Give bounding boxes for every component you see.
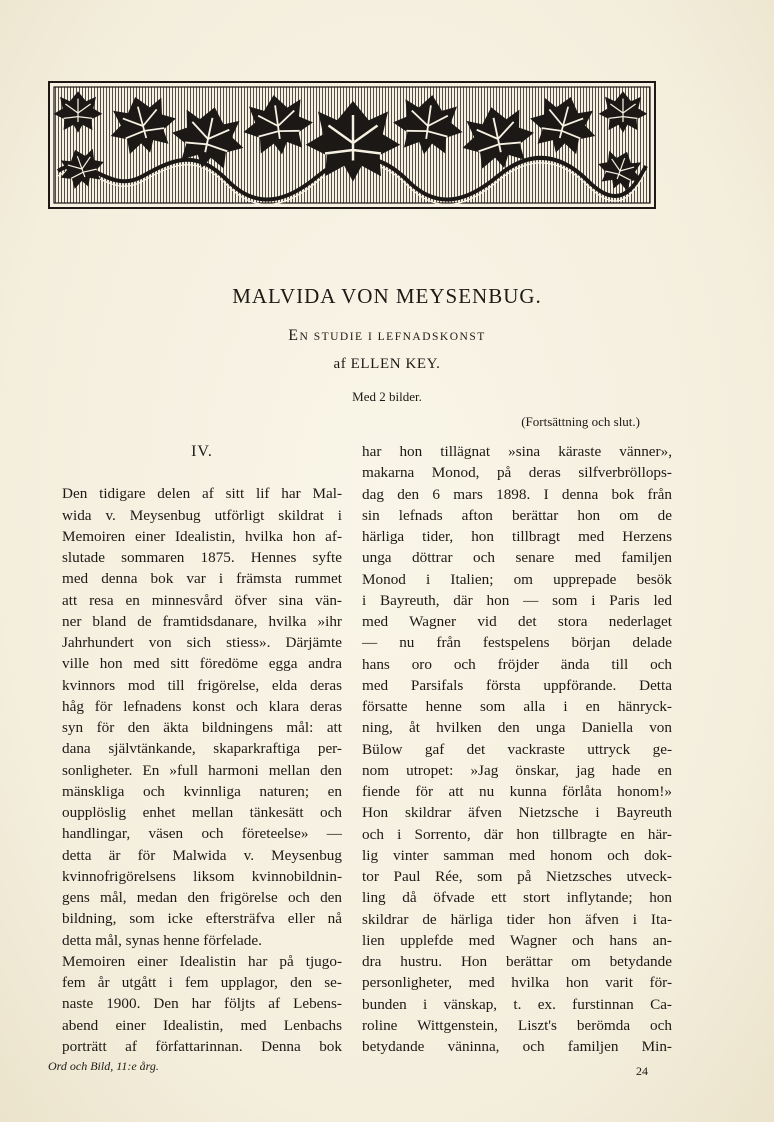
right-column-line: försatte henne som alla i en hänryck- (362, 698, 672, 715)
right-column-text (362, 441, 672, 1057)
right-column-line: skildrar de härliga tider hon äfven i Ita- (362, 910, 672, 928)
left-column-line: abend einer Idealistin, med Lenbachs (62, 1016, 342, 1034)
left-column (62, 441, 342, 1057)
right-column-line: roline Wittgenstein, Liszt's berömda och (362, 1016, 672, 1034)
left-column-line: porträtt af författarinnan. Denna bok (62, 1037, 342, 1055)
continued-note: (Fortsättning och slut.) (521, 414, 640, 429)
right-column-line: nom utropet: »Jag önskar, jag hade en (362, 761, 672, 779)
left-column-line: gens mål, medan den frigörelse och den (62, 889, 342, 906)
right-column-line: hans oro och fröjder ända till och (362, 655, 672, 673)
left-column-line: att resa en minnesvård öfver sina vän- (62, 591, 342, 609)
left-column-line: bildning, som icke eftersträfva eller nå (62, 910, 342, 928)
left-column-line: oupplöslig enhet mellan tänkesätt och (62, 804, 342, 821)
article-title: MALVIDA VON MEYSENBUG. (232, 284, 542, 308)
right-column-line: personligheter, med hvilka hon varit för- (362, 974, 672, 992)
right-column-line: ning, åt hvilken den unga Daniella von (362, 719, 672, 737)
left-column-line: mänskliga och kvinnliga naturen; en (62, 782, 342, 800)
left-column-line: dana självtänkande, skaparkraftiga per- (62, 740, 342, 758)
right-column-line: lig vinter samman med honom och dok- (362, 846, 672, 864)
left-column-line: slutade sommaren 1875. Hennes syfte (62, 549, 342, 566)
right-column-line: lien upplefde med Wagner och hans an- (362, 931, 672, 949)
left-column-line: detta mål, synas henne förfelade. (62, 931, 262, 949)
left-column-line: Memoiren einer Idealistin har på tjugo- (62, 952, 342, 970)
left-column-line: kvinnors mod till frigörelse, elda deras (62, 676, 342, 694)
left-column-line: Memoiren einer Idealistin, hvilka hon af- (62, 527, 342, 545)
right-column-line: har hon tillägnat »sina käraste vänner», (362, 443, 672, 460)
right-column-line: dag den 6 mars 1898. I denna bok från (362, 485, 672, 503)
section-number: IV. (191, 443, 213, 460)
right-column-line: unga döttrar och senare med familjen (362, 549, 672, 567)
left-column-line: Den tidigare delen af sitt lif har Mal- (62, 485, 342, 503)
right-column-line: i Bayreuth, där hon — som i Paris led (362, 591, 672, 609)
right-column-line: med Parsifals första uppförande. Detta (362, 676, 672, 694)
right-column-line: Hon skildrar äfven Nietzsche i Bayreuth (362, 804, 672, 822)
article-author: af ELLEN KEY. (333, 356, 441, 372)
right-column-line: och i Sorrento, där hon tillbragte en här- (362, 825, 672, 843)
left-column-line: håg för lefnadens konst och klara deras (62, 697, 342, 715)
left-column-text (62, 483, 342, 1057)
subtitle-initial: E (288, 327, 300, 344)
left-column-line: handlingar, väsen och företeelse» — (62, 825, 342, 843)
left-column-line: med denna bok var i främsta rummet (62, 570, 342, 588)
right-column (362, 441, 672, 1057)
right-column-line: med Wagner vid det stora nederlaget (362, 613, 672, 630)
right-column-line: Bülow gaf det vackraste uttryck ge- (362, 740, 672, 758)
right-column-line: fiende för att nu kunna förlåta honom!» (362, 783, 672, 800)
left-column-line: Jahrhundert von sich stiess». Därjämte (62, 634, 342, 651)
subtitle-rest: N STUDIE I LEFNADSKONST (299, 331, 486, 343)
ivy-ornament-banner (48, 81, 656, 209)
article-subtitle (0, 327, 774, 345)
right-column-line: sin lefnads afton berättar hon om de (362, 506, 672, 524)
left-column-line: naste 1900. Den har följts af Lebens- (62, 995, 342, 1013)
left-column-line: detta är för Malwida v. Meysenbug (62, 846, 342, 864)
right-column-line: ling då öfvade ett stort inflytande; hon (362, 889, 672, 907)
right-column-line: bunden i vänskap, t. ex. furstinnan Ca- (362, 995, 672, 1013)
left-column-line: wida v. Meysenbug utförligt skildrat i (62, 506, 342, 524)
journal-footer: Ord och Bild, 11:e årg. (48, 1059, 159, 1073)
page-number: 24 (636, 1064, 648, 1078)
right-column-line: härliga tider, hon tillbragt med Herzens (362, 528, 672, 545)
left-column-line: syn för den äkta bildningens mål: att (62, 719, 342, 736)
right-column-line: makarna Monod, på deras silfverbröllops- (362, 464, 672, 482)
right-column-line: Monod i Italien; om upprepade besök (362, 570, 672, 588)
left-column-line: ville hon med sitt föredöme egga andra (62, 655, 342, 673)
right-column-line: — nu från festspelens början delade (362, 634, 672, 652)
right-column-line: dra hustru. Hon berättar om betydande (362, 953, 672, 970)
images-note: Med 2 bilder. (352, 389, 422, 404)
left-column-line: sonligheter. En »full harmoni mellan den (62, 761, 342, 779)
right-column-line: tor Paul Rée, som på Nietzsches utveck- (362, 868, 672, 885)
right-column-line: betydande väninna, och familjen Min- (362, 1038, 672, 1055)
left-column-line: kvinnofrigörelsens liksom kvinnobildnin- (62, 867, 342, 885)
left-column-line: ner bland de framtidsdanare, hvilka »ihr (62, 612, 342, 630)
left-column-line: fem år utgått i fem upplagor, den se- (62, 974, 342, 991)
